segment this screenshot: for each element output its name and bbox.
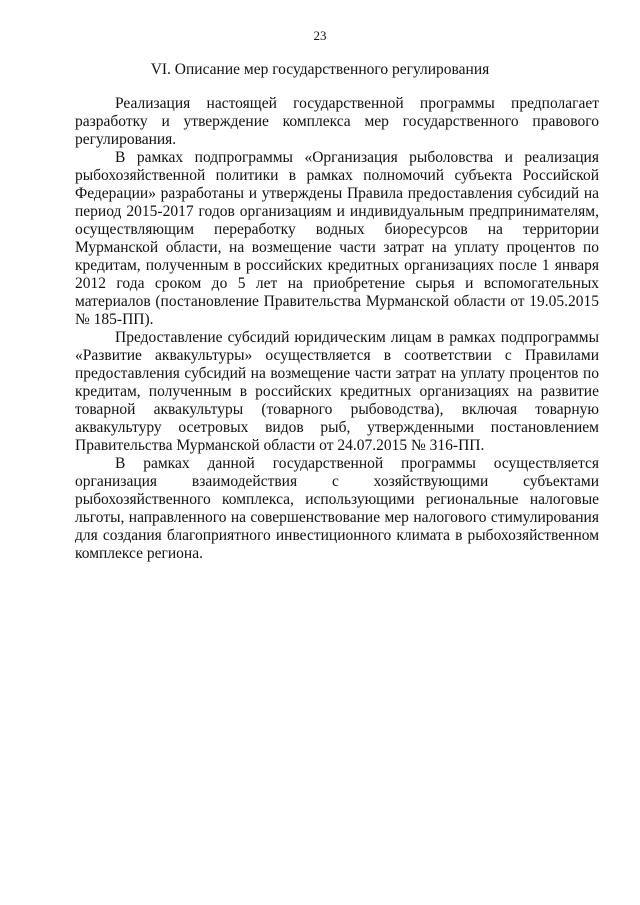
section-title: VI. Описание мер государственного регулирования bbox=[150, 61, 490, 78]
paragraph-tax-incentives: В рамках данной государственной программы осуществляется организация взаимодействия с хозяйствующими субъектами рыбохозяйственного комплекса, использующими региональные налоговые льготы, направленного на совершенствование мер налогового стимулирования для создания благоприятного инвестиционного климата в рыбохозяйственном комплексе региона. bbox=[75, 455, 599, 562]
paragraph-fisheries-subprogram: В рамках подпрограммы «Организация рыболовства и реализация рыбохозяйственной политики в рамках полномочий субъекта Российской Федерации» разработаны и утверждены Правила предоставления субсидий на период 2015-2017 годов организациям и индивидуальным предпринимателям, осуществляющим переработку водных биоресурсов на территории Мурманской области, на возмещение части затрат на уплату процентов по кредитам, полученным в российских кредитных организациях после 1 января 2012 года сроком до 5 лет на приобретение сырья и вспомогательных материалов (постановление Правительства Мурманской области от 19.05.2015 № 185-ПП). bbox=[75, 149, 599, 328]
paragraph-aquaculture-subsidies: Предоставление субсидий юридическим лицам в рамках подпрограммы «Развитие аквакультуры» осуществляется в соответствии с Правилами предоставления субсидий на возмещение части затрат на уплату процентов по кредитам, полученным в российских кредитных организациях на развитие товарной аквакультуры (товарного рыбоводства), включая товарную аквакультуру осетровых видов рыб, утвержденными постановлением Правительства Мурманской области от 24.07.2015 № 316-ПП. bbox=[75, 329, 599, 454]
paragraph-regulation-intro: Реализация настоящей государственной программы предполагает разработку и утверждение комплекса мер государственного правового регулирования. bbox=[75, 95, 599, 148]
page-number: 23 bbox=[313, 28, 327, 43]
document-body bbox=[75, 95, 599, 563]
